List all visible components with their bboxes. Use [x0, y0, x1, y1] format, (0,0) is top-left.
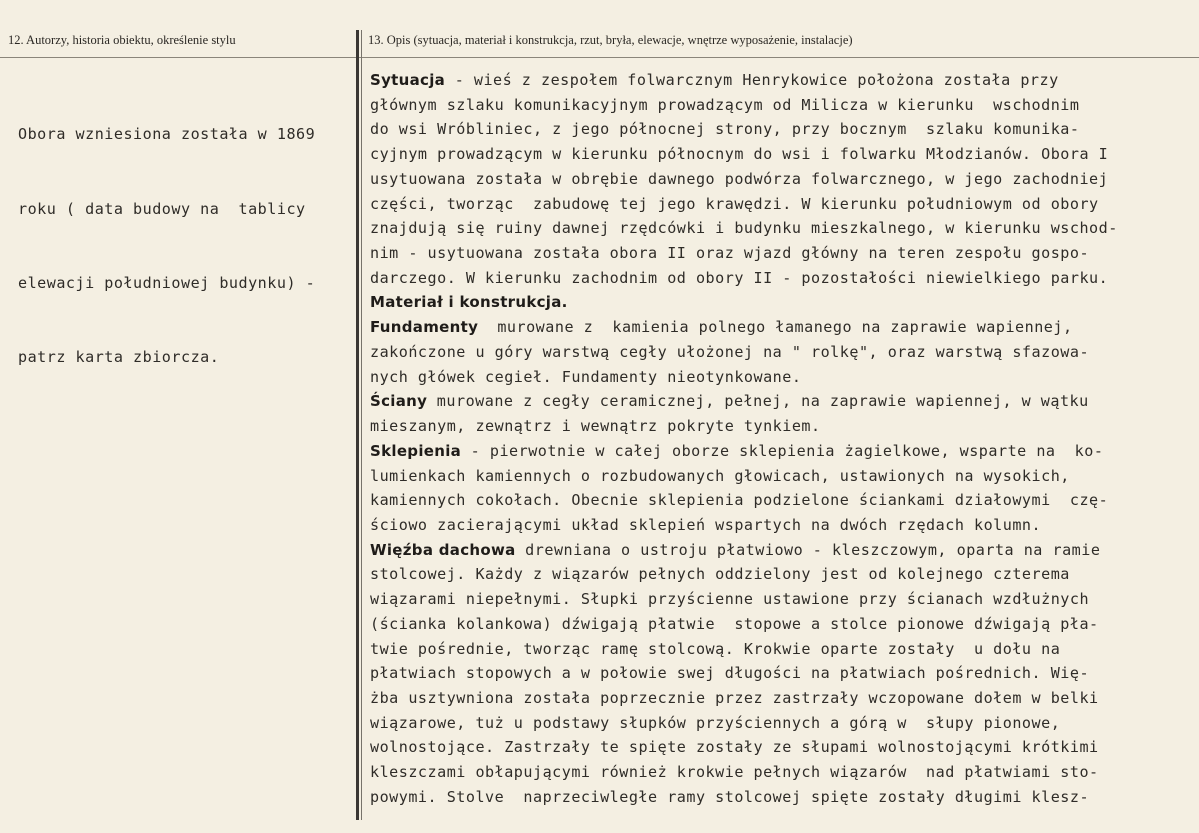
section-13-line	[370, 562, 1118, 587]
section-13-line	[370, 241, 1118, 266]
section-13-text: cyjnym prowadzącym w kierunku północnym do wsi i folwarku Młodzianów. Obora I	[370, 145, 1109, 164]
section-13-line	[370, 637, 1118, 662]
section-13-text: płatwiach stopowych a w połowie swej długości na płatwiach pośrednich. Wię-	[370, 664, 1090, 683]
section-13-text: powymi. Stolve naprzeciwległe ramy stolcowej spięte zostały długimi klesz-	[370, 787, 1090, 806]
section-13-line	[370, 315, 1118, 340]
section-13-line	[370, 785, 1118, 810]
section-12-line: roku ( data budowy na tablicy	[18, 199, 306, 218]
section-13-line	[370, 167, 1118, 192]
section-13-line	[370, 612, 1118, 637]
section-13-text: darczego. W kierunku zachodnim od obory II - pozostałości niewielkiego parku.	[370, 268, 1109, 287]
column-divider-inner	[361, 30, 362, 820]
section-13-text: murowane z cegły ceramicznej, pełnej, na zaprawie wapiennej, w wątku	[427, 392, 1089, 411]
section-12-line: patrz karta zbiorcza.	[18, 347, 220, 366]
section-13-line	[370, 686, 1118, 711]
section-13-text: stolcowej. Każdy z wiązarów pełnych oddzielony jest od kolejnego czterema	[370, 565, 1070, 584]
section-13-text: murowane z kamienia polnego łamanego na zaprawie wapiennej,	[478, 318, 1073, 337]
section-13-text: żba usztywniona została poprzecznie przez zastrzały wczopowane dołem w belki	[370, 688, 1099, 707]
section-13-heading: Fundamenty	[370, 318, 479, 337]
section-13-line	[370, 439, 1118, 464]
section-13-text: usytuowana została w obrębie dawnego podwórza folwarcznego, w jego zachodniej	[370, 169, 1109, 188]
section-13-line	[370, 464, 1118, 489]
section-13-line	[370, 117, 1118, 142]
section-13-line	[370, 488, 1118, 513]
section-13-line	[370, 216, 1118, 241]
section-13-text: (ścianka kolankowa) dźwigają płatwie stopowe a stolce pionowe dźwigają pła-	[370, 614, 1099, 633]
section-12-header: 12. Autorzy, historia obiektu, określenie stylu	[8, 33, 236, 47]
section-13-text: nych główek cegieł. Fundamenty nieotynkowane.	[370, 367, 802, 386]
section-12-line: elewacji południowej budynku) -	[18, 273, 316, 292]
section-13-line	[370, 68, 1118, 93]
section-13-line	[370, 760, 1118, 785]
section-13-text: lumienkach kamiennych o rozbudowanych głowicach, ustawionych na wysokich,	[370, 466, 1070, 485]
section-13-text: kleszczami obłapującymi również krokwie pełnych wiązarów nad płatwiami sto-	[370, 763, 1099, 782]
section-13-line	[370, 266, 1118, 291]
section-13-text: twie pośrednie, tworząc ramę stolcową. Krokwie oparte zostały u dołu na	[370, 639, 1061, 658]
section-13-line	[370, 192, 1118, 217]
section-13-header: 13. Opis (sytuacja, materiał i konstrukcja, rzut, bryła, elewacje, wnętrze wyposażenie, instalacje)	[368, 33, 853, 47]
section-13-text: do wsi Wróbliniec, z jego północnej strony, przy bocznym szlaku komunika-	[370, 120, 1080, 139]
section-13-heading: Ściany	[370, 392, 428, 411]
section-13-text: zakończone u góry warstwą cegły ułożonej na " rolkę", oraz warstwą sfazowa-	[370, 342, 1090, 361]
section-13-text: wiązarowe, tuż u podstawy słupków przyściennych a górą w słupy pionowe,	[370, 713, 1061, 732]
section-13-line	[370, 538, 1118, 563]
section-13-heading: Materiał i konstrukcja.	[370, 293, 568, 312]
section-13-body	[370, 68, 1118, 810]
section-13-line	[370, 414, 1118, 439]
section-13-line	[370, 142, 1118, 167]
section-13-heading: Sklepienia	[370, 441, 462, 460]
section-13-text: głównym szlaku komunikacyjnym prowadzącym od Milicza w kierunku wschodnim	[370, 95, 1080, 114]
section-13-text: nim - usytuowana została obora II oraz wjazd główny na teren zespołu gospo-	[370, 244, 1090, 263]
column-divider	[356, 30, 359, 820]
section-13-text: - wieś z zespołem folwarcznym Henrykowice położona została przy	[445, 71, 1059, 89]
section-13-line	[370, 711, 1118, 736]
section-13-text: wolnostojące. Zastrzały te spięte zostały ze słupami wolnostojącymi krótkimi	[370, 738, 1099, 757]
section-13-text: drewniana o ustroju płatwiowo - kleszczowym, oparta na ramie	[515, 540, 1101, 559]
header-divider	[0, 57, 1199, 58]
section-13-line	[370, 93, 1118, 118]
section-13-text: mieszanym, zewnątrz i wewnątrz pokryte tynkiem.	[370, 417, 821, 436]
section-13-text: znajdują się ruiny dawnej rzędcówki i budynku mieszkalnego, w kierunku wschod-	[370, 219, 1118, 238]
section-13-line	[370, 365, 1118, 390]
section-12-line: Obora wzniesiona została w 1869	[18, 125, 316, 144]
section-13-text: kamiennych cokołach. Obecnie sklepienia podzielone ściankami działowymi czę-	[370, 491, 1109, 510]
section-13-line	[370, 340, 1118, 365]
section-13-line	[370, 389, 1118, 414]
section-13-line	[370, 290, 1118, 315]
section-13-text: - pierwotnie w całej oborze sklepienia żagielkowe, wsparte na ko-	[461, 441, 1104, 460]
section-13-heading: Sytuacja	[370, 71, 446, 89]
section-13-text: wiązarami niepełnymi. Słupki przyścienne ustawione przy ścianach wzdłużnych	[370, 590, 1090, 609]
section-13-line	[370, 661, 1118, 686]
section-13-text: ściowo zacierającymi układ sklepień wspartych na dwóch rzędach kolumn.	[370, 515, 1042, 534]
section-13-line	[370, 735, 1118, 760]
section-13-line	[370, 513, 1118, 538]
section-13-line	[370, 587, 1118, 612]
section-12-body	[18, 73, 315, 419]
section-13-text: części, tworząc zabudowę tej jego krawędzi. W kierunku południowym od obory	[370, 194, 1099, 213]
section-13-heading: Więźba dachowa	[370, 540, 516, 559]
